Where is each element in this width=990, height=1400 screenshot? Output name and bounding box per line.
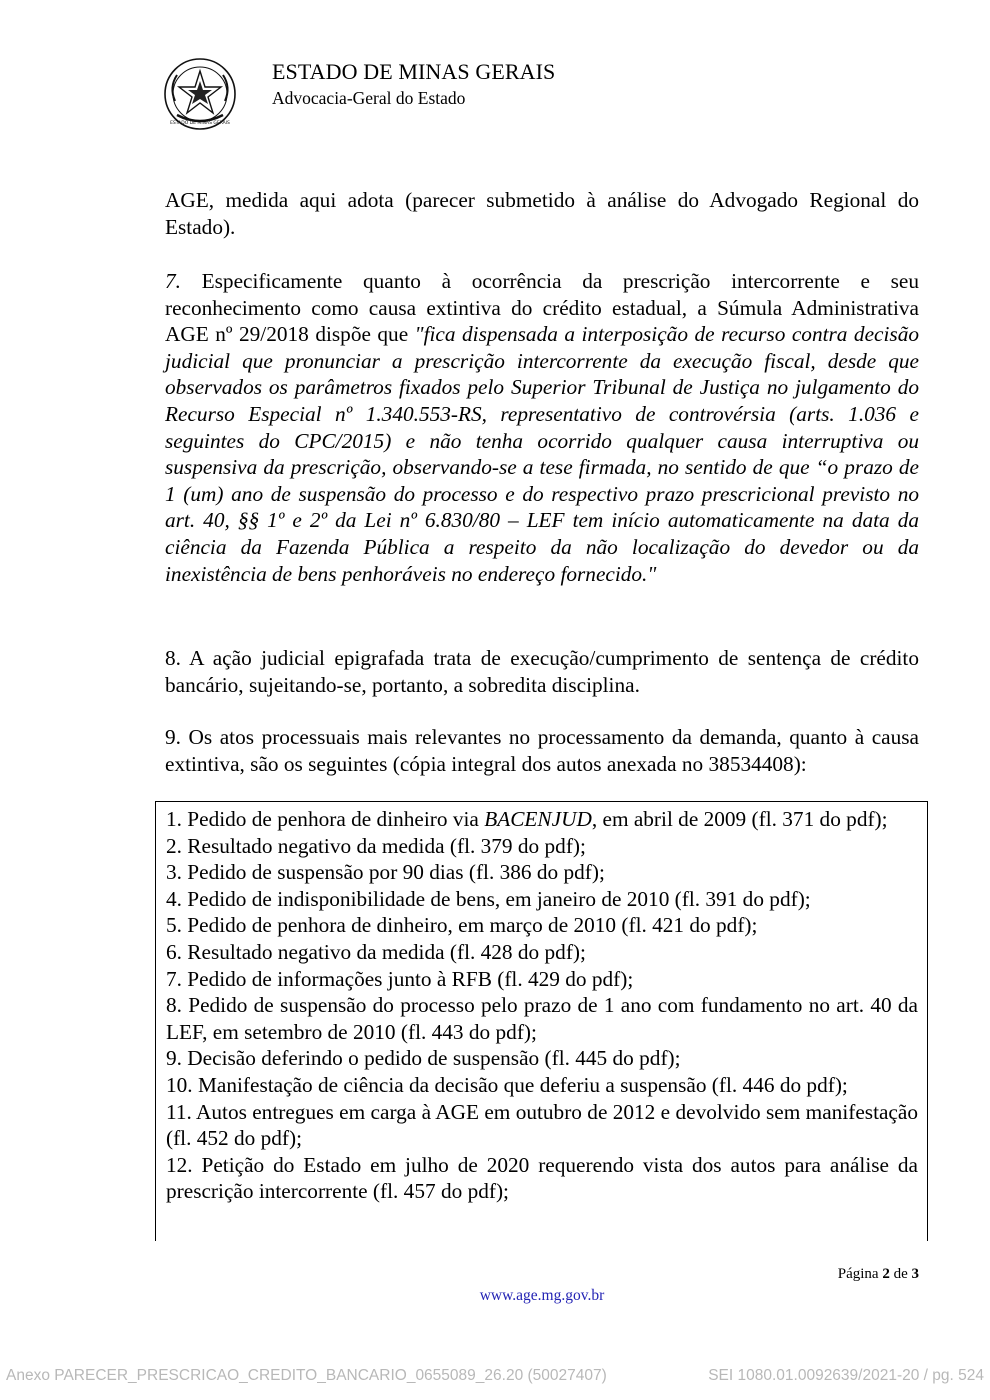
list-item: 3. Pedido de suspensão por 90 dias (fl. 386 do pdf);: [166, 860, 605, 885]
page-label: Página: [837, 1266, 883, 1282]
list-item-1-bacenjud: BACENJUD: [484, 807, 592, 831]
sei-reference: SEI 1080.01.0092639/2021-20 / pg. 524: [708, 1367, 984, 1384]
list-item: 11. Autos entregues em carga à AGE em outubro de 2012 e devolvido sem manifestação (fl. 452 do pdf);: [166, 1099, 918, 1151]
document-reference: Anexo PARECER_PRESCRICAO_CREDITO_BANCARIO_0655089_26.20 (50027407): [6, 1367, 607, 1384]
procedural-acts-box: [155, 801, 928, 1241]
list-item: 7. Pedido de informações junto à RFB (fl. 429 do pdf);: [166, 966, 634, 991]
paragraph-9: 9. Os atos processuais mais relevantes no processamento da demanda, quanto à causa extintiva, são os seguintes (cópia integral dos autos anexada no 38534408):: [165, 725, 919, 776]
paragraph-continuation: AGE, medida aqui adota (parecer submetido à análise do Advogado Regional do Estado).: [165, 188, 919, 239]
list-item: 10. Manifestação de ciência da decisão que deferiu a suspensão (fl. 446 do pdf);: [166, 1072, 848, 1097]
seal-text: ESTADO DE MINAS GERAIS: [170, 121, 230, 126]
website-link[interactable]: www.age.mg.gov.br: [479, 1287, 605, 1304]
paragraph-7-quote: "fica dispensada a interposição de recurso contra decisão judicial que pronunciar a prescrição intercorrente da execução fiscal, desde que observados os parâmetros fixados pelo Superior Tribunal de Justiça no julgamento do Recurso Especial nº 1.340.553-RS, representativo de controvérsia (arts. 1.036 e seguintes do CPC/2015) e não tenha ocorrido qualquer causa interruptiva ou suspensiva da prescrição, observando-se a tese firmada, no sentido de que “o prazo de 1 (um) ano de suspensão do processo e do respectivo prazo prescricional previsto no art. 40, §§ 1º e 2º da Lei nº 6.830/80 – LEF tem início automaticamente na data da ciência da Fazenda Pública a respeito da não localização do devedor ou da inexistência de bens penhoráveis no endereço fornecido.": [165, 322, 919, 586]
paragraph-7-text: Especificamente quanto à ocorrência da prescrição intercorrente e seu reconhecimento como causa extintiva do crédito estadual, a Súmula Administrativa AGE nº 29/2018 dispõe que: [165, 269, 919, 347]
page-current: 2: [882, 1266, 890, 1282]
list-item: 5. Pedido de penhora de dinheiro, em março de 2010 (fl. 421 do pdf);: [166, 913, 758, 938]
state-seal: [163, 57, 237, 131]
list-item: 2. Resultado negativo da medida (fl. 379 do pdf);: [166, 833, 586, 858]
list-item: 6. Resultado negativo da medida (fl. 428 do pdf);: [166, 939, 586, 964]
paragraph-7-number: 7.: [165, 269, 181, 293]
page-number: [838, 1266, 919, 1283]
header-title: ESTADO DE MINAS GERAIS: [272, 59, 556, 84]
paragraph-8: 8. A ação judicial epigrafada trata de execução/cumprimento de sentença de crédito bancário, sujeitando-se, portanto, a sobredita disciplina.: [165, 646, 919, 697]
list-item: [166, 806, 918, 833]
list-item: 9. Decisão deferindo o pedido de suspensão (fl. 445 do pdf);: [166, 1046, 681, 1071]
coat-of-arms-icon: [163, 57, 237, 131]
list-item: 4. Pedido de indisponibilidade de bens, em janeiro de 2010 (fl. 391 do pdf);: [166, 886, 811, 911]
page-total: 3: [911, 1266, 919, 1282]
header-subtitle: Advocacia-Geral do Estado: [272, 88, 466, 108]
page-of: de: [889, 1266, 912, 1282]
list-item-1-text: 1. Pedido de penhora de dinheiro via: [166, 807, 485, 831]
list-item: 12. Petição do Estado em julho de 2020 requerendo vista dos autos para análise da prescrição intercorrente (fl. 457 do pdf);: [166, 1152, 918, 1204]
list-item: 8. Pedido de suspensão do processo pelo prazo de 1 ano com fundamento no art. 40 da LEF, em setembro de 2010 (fl. 443 do pdf);: [166, 993, 918, 1044]
list-item-1-rest: , em abril de 2009 (fl. 371 do pdf);: [591, 807, 888, 831]
paragraph-7: [165, 268, 919, 587]
